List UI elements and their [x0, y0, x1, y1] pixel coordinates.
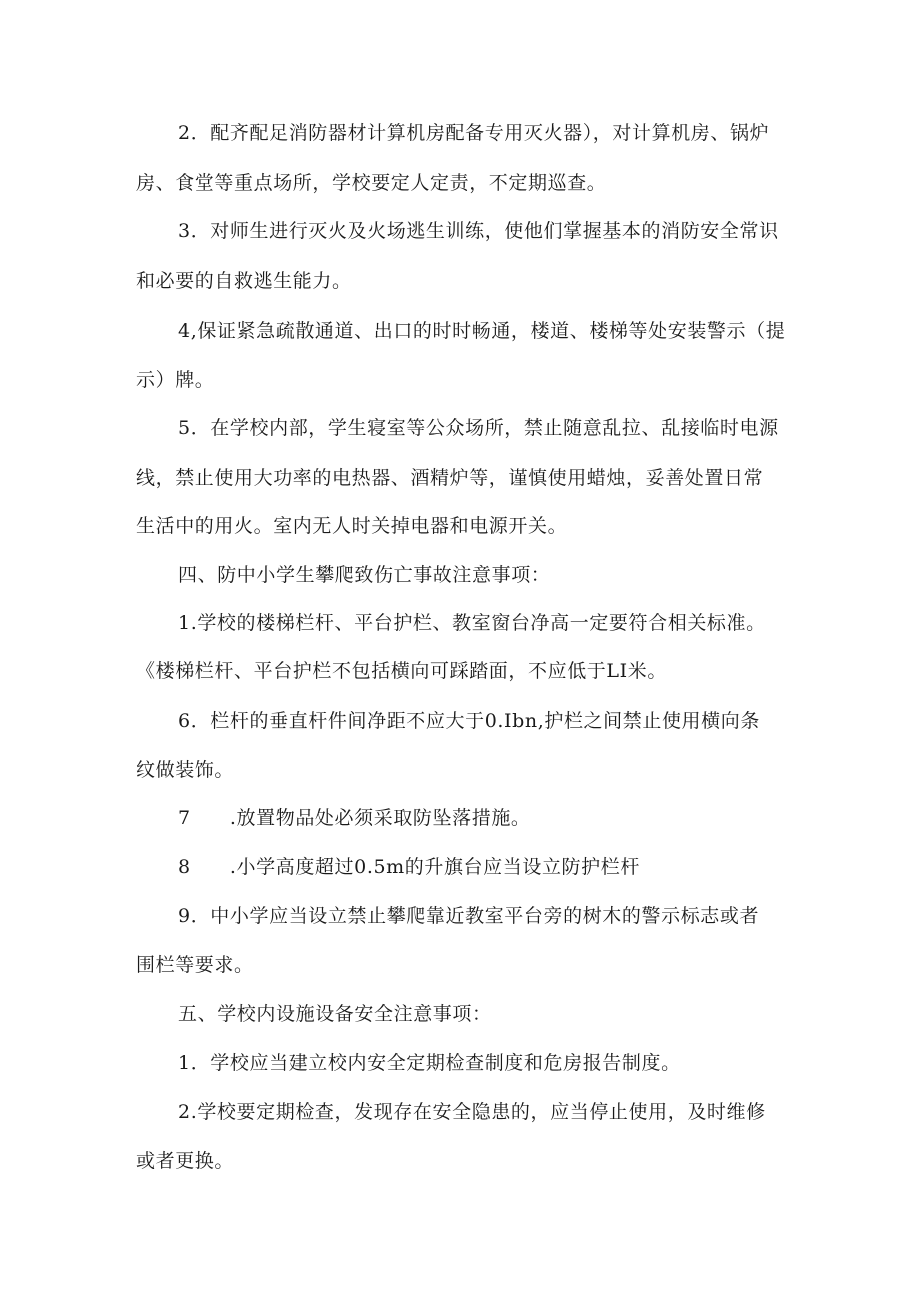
paragraph-5-line-3: 生活中的用火。室内无人时关掉电器和电源开关。 — [136, 515, 568, 537]
paragraph-3-line-1: 3．对师生进行灭火及火场逃生训练，使他们掌握基本的消防安全常识 — [178, 220, 779, 242]
paragraph-5-line-2: 线，禁止使用大功率的电热器、酒精炉等，谨慎使用蜡烛，妥善处置日常 — [136, 467, 764, 489]
section-4-heading: 四、防中小学生攀爬致伤亡事故注意事项： — [178, 564, 551, 586]
paragraph-4-line-1: 4,保证紧急疏散通道、出口的时时畅通，楼道、楼梯等处安装警示（提 — [178, 320, 786, 342]
paragraph-5-line-1: 5．在学校内部，学生寝室等公众场所，禁止随意乱拉、乱接临时电源 — [178, 417, 779, 439]
section-4-item-1-line-2: 《楼梯栏杆、平台护栏不包括横向可踩踏面，不应低于LI米。 — [136, 660, 667, 682]
section-5-item-2-line-2: 或者更换。 — [136, 1150, 235, 1172]
paragraph-3-line-2: 和必要的自救逃生能力。 — [136, 270, 352, 292]
section-4-item-6-line-2: 纹做装饰。 — [136, 759, 235, 781]
section-4-item-8: 8 .小学高度超过0.5m的升旗台应当设立防护栏杆 — [178, 856, 640, 878]
section-5-heading: 五、学校内设施设备安全注意事项： — [178, 1003, 492, 1025]
paragraph-4-line-2: 示）牌。 — [136, 369, 215, 391]
paragraph-2-line-2: 房、食堂等重点场所，学校要定人定责，不定期巡查。 — [136, 172, 607, 194]
section-4-item-9-line-2: 围栏等要求。 — [136, 954, 254, 976]
section-4-item-1-line-1: 1.学校的楼梯栏杆、平台护栏、教室窗台净高一定要符合相关标准。 — [178, 612, 766, 634]
section-5-item-1: 1．学校应当建立校内安全定期检查制度和危房报告制度。 — [178, 1052, 681, 1074]
paragraph-2-line-1: 2．配齐配足消防器材计算机房配备专用灭火器），对计算机房、锅炉 — [178, 122, 770, 144]
section-5-item-2-line-1: 2.学校要定期检查，发现存在安全隐患的，应当停止使用，及时维修 — [178, 1101, 766, 1123]
section-4-item-9-line-1: 9．中小学应当设立禁止攀爬靠近教室平台旁的树木的警示标志或者 — [178, 905, 760, 927]
section-4-item-6-line-1: 6．栏杆的垂直杆件间净距不应大于0.Ibn,护栏之间禁止使用横向条 — [178, 710, 760, 732]
section-4-item-7: 7 .放置物品处必须采取防坠落措施。 — [178, 807, 531, 829]
